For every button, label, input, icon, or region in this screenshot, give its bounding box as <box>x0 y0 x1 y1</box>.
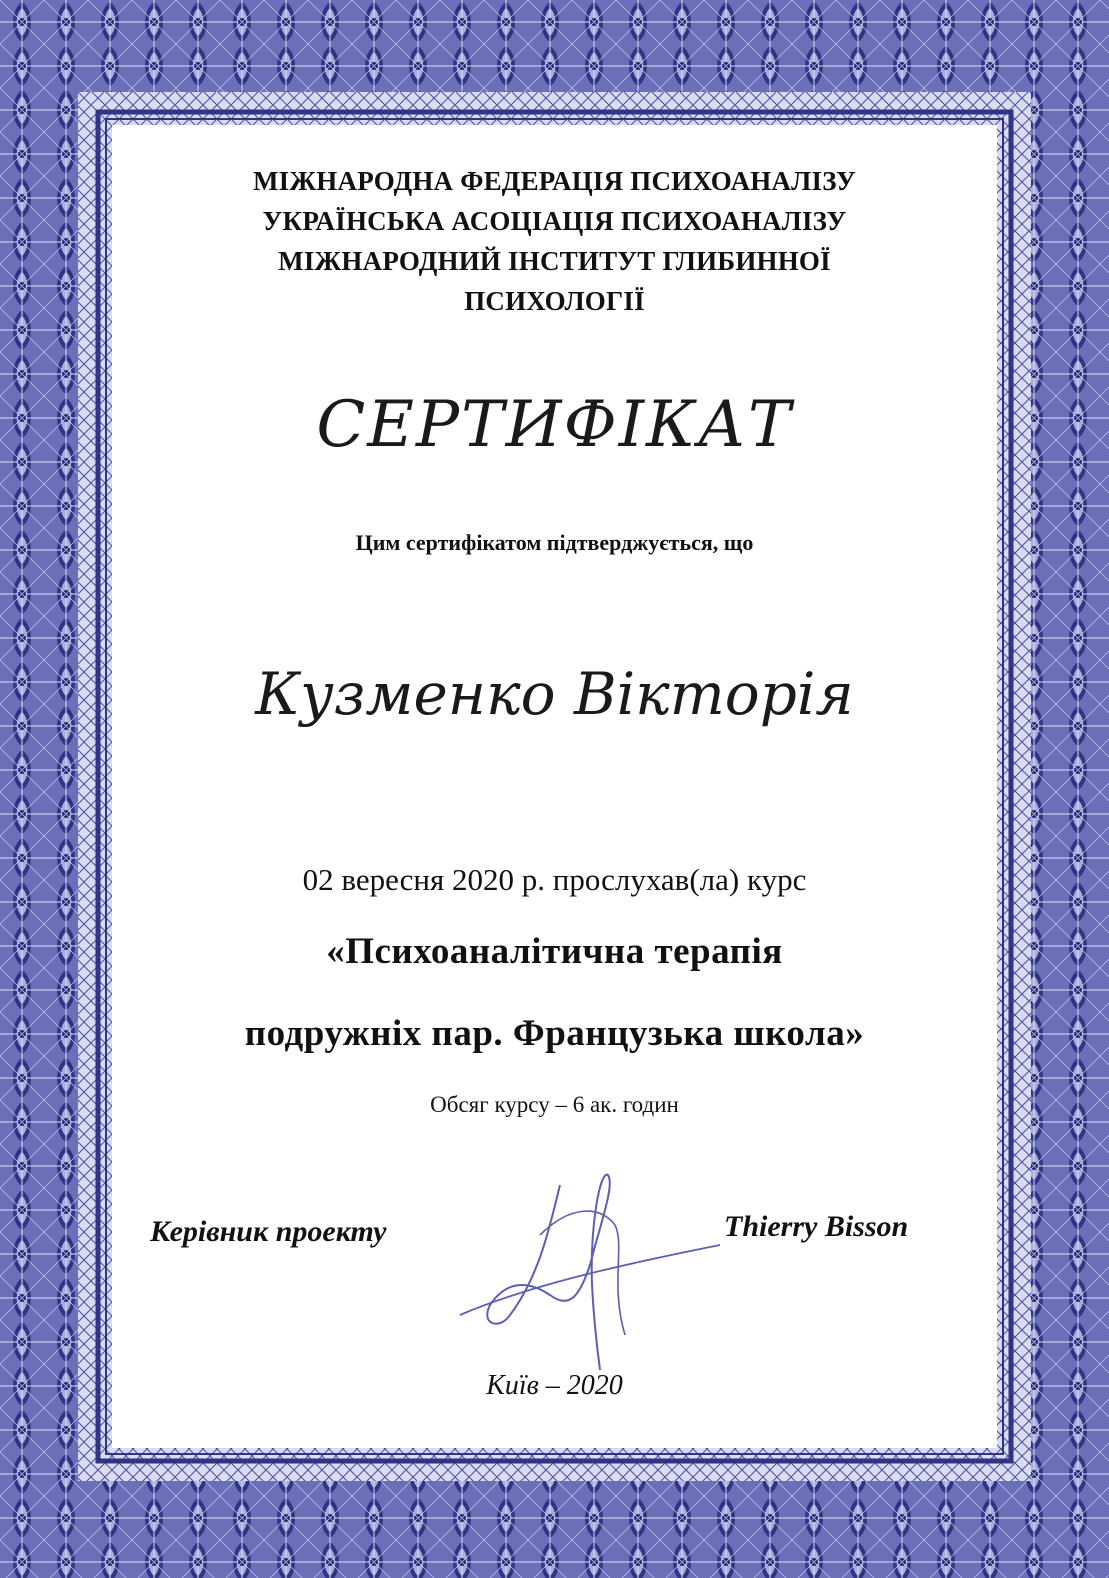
organization-line-4: ПСИХОЛОГІЇ <box>464 286 645 316</box>
course-date-line: 02 вересня 2020 р. прослухав(ла) курс <box>302 862 807 897</box>
organization-line-1: МІЖНАРОДНА ФЕДЕРАЦІЯ ПСИХОАНАЛІЗУ <box>253 166 856 196</box>
certificate-intro: Цим сертифікатом підтверджується, що <box>355 530 754 555</box>
signer-name: Thierry Bisson <box>724 1210 909 1243</box>
organization-line-2: УКРАЇНСЬКА АСОЦІАЦІЯ ПСИХОАНАЛІЗУ <box>262 206 847 236</box>
place-and-year: Київ – 2020 <box>486 1370 623 1401</box>
handwritten-signature <box>440 1165 740 1375</box>
course-title-line-2: подружніх пар. Французька школа» <box>244 1013 865 1054</box>
organization-line-3: МІЖНАРОДНИЙ ІНСТИТУТ ГЛИБИННОЇ <box>278 246 831 276</box>
course-volume: Обсяг курсу – 6 ак. годин <box>430 1092 679 1117</box>
certificate-title: СЕРТИФІКАТ <box>316 388 793 462</box>
project-lead-label: Керівник проекту <box>150 1215 387 1248</box>
recipient-name: Кузменко Вікторія <box>255 660 854 728</box>
course-title-line-1: «Психоаналітична терапія <box>326 931 783 972</box>
